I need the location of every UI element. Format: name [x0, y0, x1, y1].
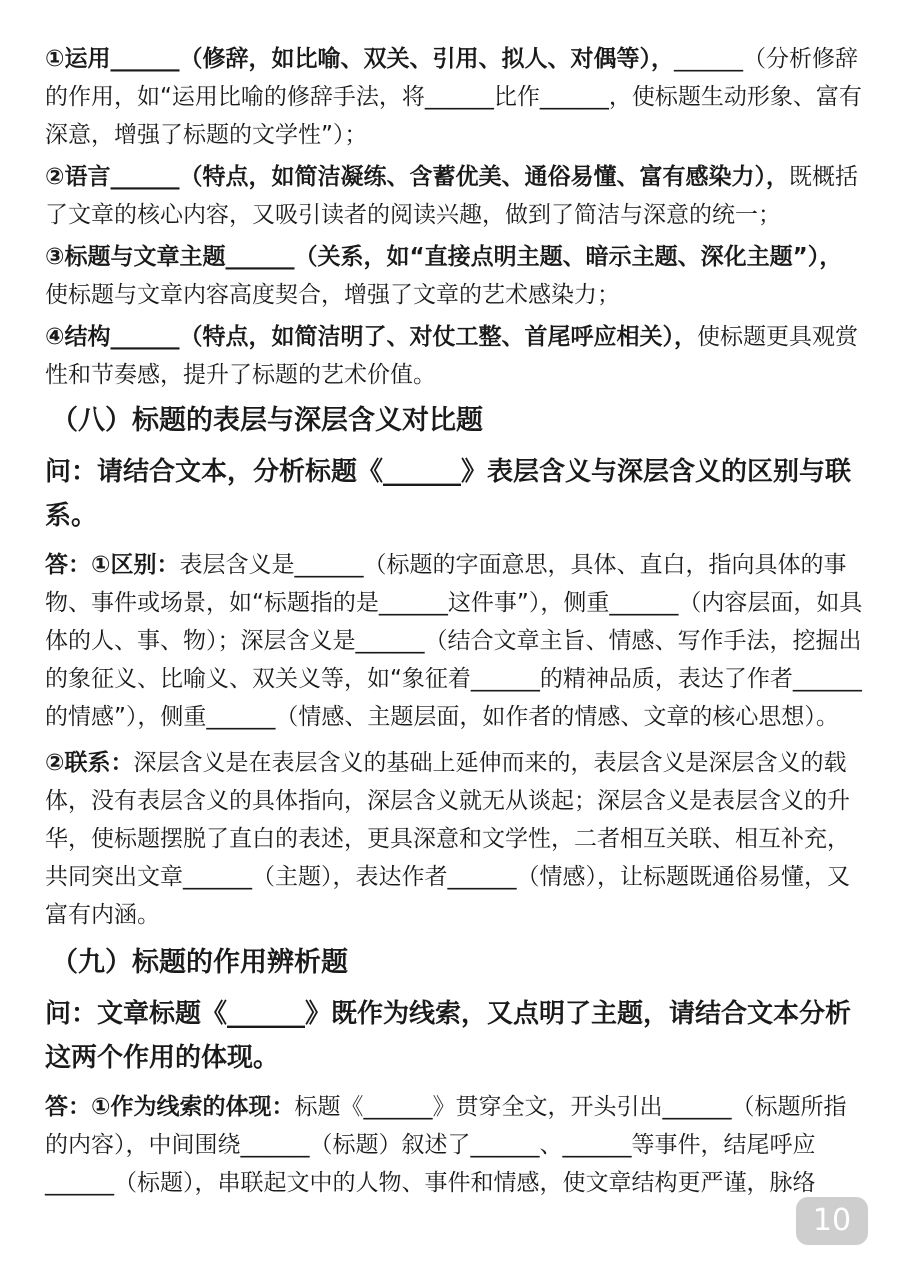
page-number-badge: 10: [796, 1197, 868, 1245]
title-function-item-language: [45, 158, 865, 234]
item-label: ④结构______（特点，如简洁明了、对仗工整、首尾呼应相关），: [45, 324, 697, 350]
item-text: 既概括了文章的核心内容，又吸引读者的阅读兴趣，做到了简洁与深意的统一；: [45, 164, 858, 228]
document-page: [45, 40, 865, 1206]
answer-label: 答：①区别：: [45, 552, 180, 578]
section-9-title: （九）标题的作用辨析题: [51, 947, 348, 978]
item-label: ③标题与文章主题______（关系，如“直接点明主题、暗示主题、深化主题”），: [45, 244, 843, 270]
title-function-item-structure: [45, 318, 865, 394]
section-9-answer-clue: [45, 1088, 865, 1202]
section-8-title: （八）标题的表层与深层含义对比题: [51, 405, 483, 436]
answer-text: 标题《______》贯穿全文，开头引出______（标题所指的内容），中间围绕______（标题）叙述了______、______等事件，结尾呼应______（标题），串联起文中的人物、事件和情感，使文章结构更严谨，脉络: [45, 1094, 847, 1196]
item-text: ______（分析修辞的作用，如“运用比喻的修辞手法，将______比作______，使标题生动形象、富有深意，增强了标题的文学性”）；: [45, 46, 862, 148]
section-8-answer-difference: [45, 546, 865, 736]
item-label: ①运用______（修辞，如比喻、双关、引用、拟人、对偶等），: [45, 46, 674, 72]
section-9-question: 问：文章标题《______》既作为线索，又点明了主题，请结合文本分析这两个作用的体现。: [45, 999, 852, 1073]
title-function-item-theme: [45, 238, 865, 314]
answer-text: 表层含义是______（标题的字面意思，具体、直白，指向具体的事物、事件或场景，如“标题指的是______这件事”），侧重______（内容层面，如具体的人、事、物）；深层含义是______（结合文章主旨、情感、写作手法，挖掘出的象征义、比喻义、双关义等，如“象征着______的精神品质，表达了作者______的情感”），侧重______（情感、主题层面，如作者的情感、文章的核心思想）。: [45, 552, 863, 730]
item-text: 使标题更具观赏性和节奏感，提升了标题的艺术价值。: [45, 324, 858, 388]
answer-label: 答：①作为线索的体现：: [45, 1094, 295, 1120]
section-8-question: 问：请结合文本，分析标题《______》表层含义与深层含义的区别与联系。: [45, 457, 852, 531]
title-function-item-rhetoric: [45, 40, 865, 154]
answer-label: ②联系：: [45, 750, 134, 776]
section-8-answer-connection: [45, 744, 865, 934]
item-text: 使标题与文章内容高度契合，增强了文章的艺术感染力；: [45, 282, 620, 308]
answer-text: 深层含义是在表层含义的基础上延伸而来的，表层含义是深层含义的载体，没有表层含义的具体指向，深层含义就无从谈起；深层含义是表层含义的升华，使标题摆脱了直白的表述，更具深意和文学性，二者相互关联、相互补充，共同突出文章______（主题），表达作者______（情感），让标题既通俗易懂，又富有内涵。: [45, 750, 850, 928]
item-label: ②语言______（特点，如简洁凝练、含蓄优美、通俗易懂、富有感染力），: [45, 164, 789, 190]
